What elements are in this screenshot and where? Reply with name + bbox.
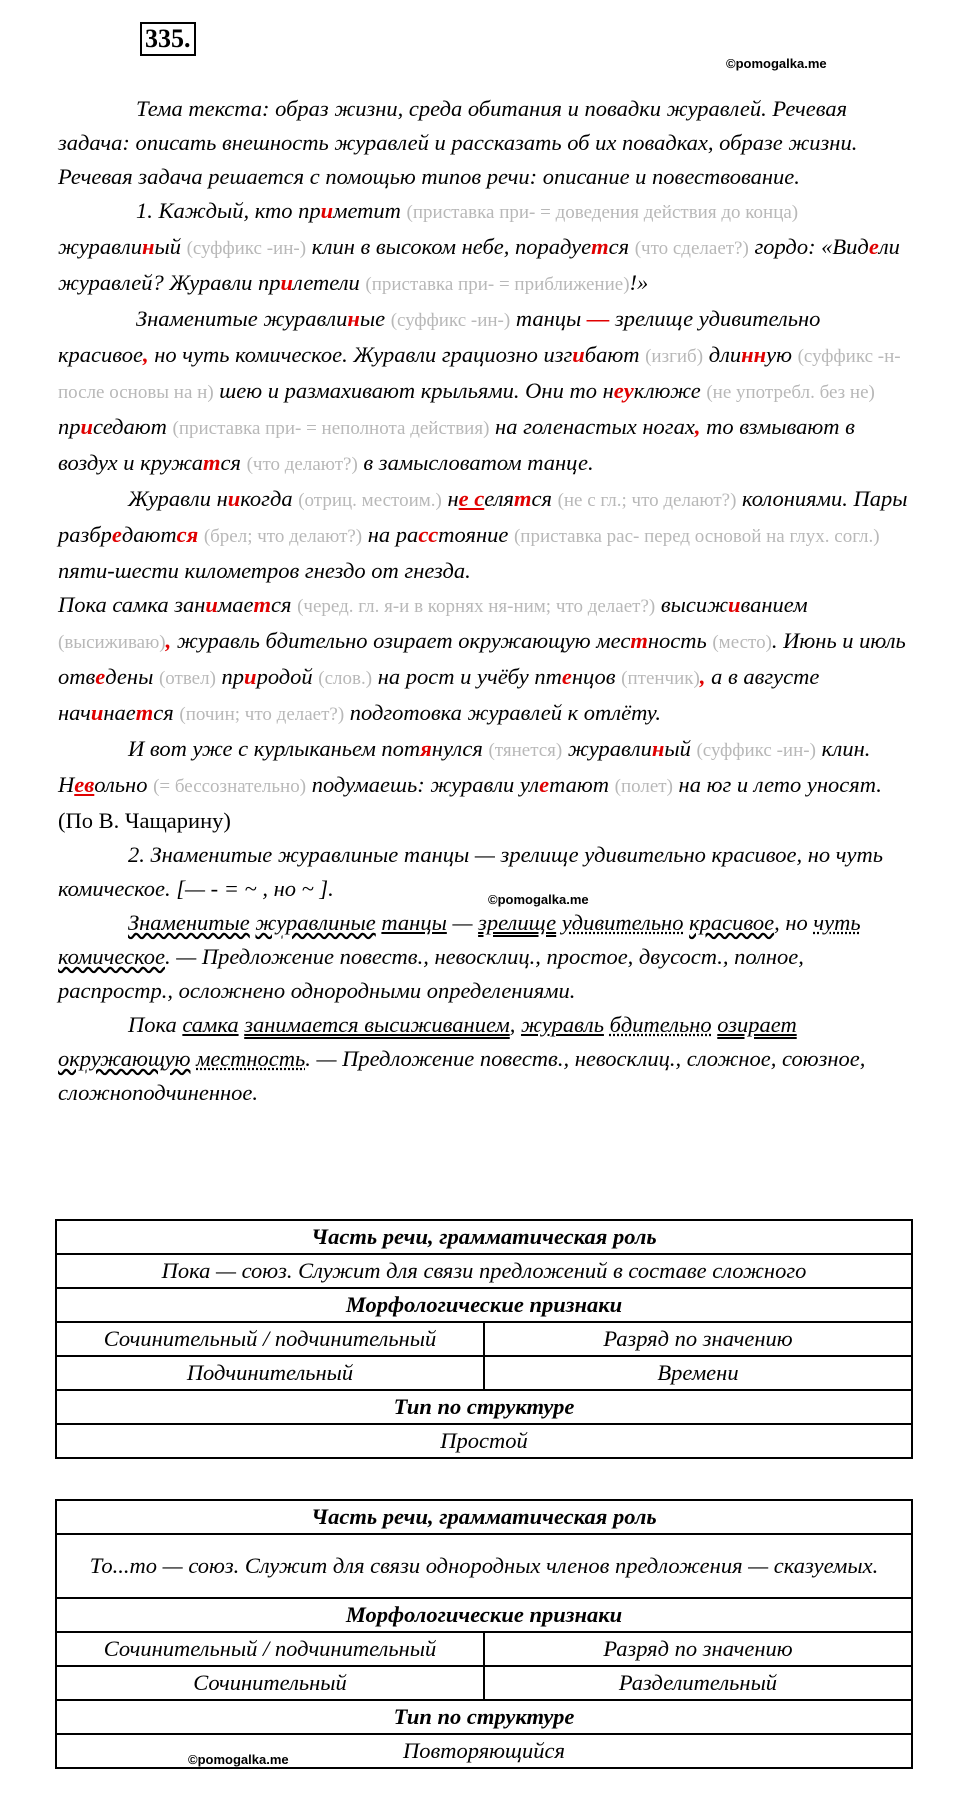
- table-heading: Тип по структуре: [56, 1700, 912, 1734]
- table-cell: Сочинительный / подчинительный: [56, 1632, 484, 1666]
- table-cell: Повторяющийся: [56, 1734, 912, 1768]
- paragraph-analysis-1: Знаменитые журавлиные танцы — зрелище удивительно красивое, но чуть комическое. — Предложение повеств., невосклиц., простое, двусост., полное, распростр., осложнено однородными определениями.: [58, 910, 861, 1003]
- exercise-number: 335.: [140, 22, 196, 56]
- table-cell: Разделительный: [484, 1666, 912, 1700]
- watermark-middle: ©pomogalka.me: [488, 892, 589, 907]
- paragraph-4: Пока самка занимается (черед. гл. я-и в корнях ня-ним; что делает?) высиживанием (высиживаю), журавль бдительно озирает окружающую местность (место). Июнь и июль отведены (отвел) природой (слов.) на рост и учёбу птенцов (птенчик), а в августе начинается (почин; что делает?) подготовка журавлей к отлёту.: [58, 592, 906, 725]
- table-cell: Разряд по значению: [484, 1322, 912, 1356]
- table-cell: Времени: [484, 1356, 912, 1390]
- paragraph-scheme: 2. Знаменитые журавлиные танцы — зрелище удивительно красивое, но чуть комическое. [— - = ~ , но ~ ].: [58, 842, 884, 901]
- paragraph-topic: Тема текста: образ жизни, среда обитания и повадки журавлей. Речевая задача: описать внешность журавлей и рассказать об их повадках, образе жизни. Речевая задача решается с помощью типов речи: описание и повествование.: [58, 96, 858, 189]
- paragraph-5: И вот уже с курлыканьем потянулся (тянется) журавлиный (суффикс -ин-) клин. Невольно (= бессознательно) подумаешь: журавли улетают (полет) на юг и лето уносят. (По В. Чащарину): [58, 736, 882, 833]
- watermark: ©pomogalka.me: [726, 56, 827, 71]
- table-heading: Морфологические признаки: [56, 1598, 912, 1632]
- analysis-table-to-to: [55, 1499, 913, 1769]
- answer-text: [58, 92, 908, 1110]
- table-heading: Тип по структуре: [56, 1390, 912, 1424]
- table-heading: Часть речи, грамматическая роль: [56, 1220, 912, 1254]
- table-cell: Простой: [56, 1424, 912, 1458]
- table-cell: Пока — союз. Служит для связи предложений в составе сложного: [56, 1254, 912, 1288]
- table-cell: Сочинительный / подчинительный: [56, 1322, 484, 1356]
- table-cell: Разряд по значению: [484, 1632, 912, 1666]
- table-heading: Морфологические признаки: [56, 1288, 912, 1322]
- paragraph-analysis-2: Пока самка занимается высиживанием, журавль бдительно озирает окружающую местность. — Предложение повеств., невосклиц., сложное, союзное, сложноподчиненное.: [58, 1012, 866, 1105]
- table-cell: Подчинительный: [56, 1356, 484, 1390]
- table-cell: Сочинительный: [56, 1666, 484, 1700]
- analysis-table-poka: [55, 1219, 913, 1459]
- paragraph-3: Журавли никогда (отриц. местоим.) не селятся (не с гл.; что делают?) колониями. Пары разбредаются (брел; что делают?) на расстояние (приставка рас- перед основой на глух. согл.) пяти-шести километров гнездо от гнезда.: [58, 486, 908, 583]
- table-heading: Часть речи, грамматическая роль: [56, 1500, 912, 1534]
- watermark-bottom: ©pomogalka.me: [188, 1752, 289, 1767]
- paragraph-1: 1. Каждый, кто приметит (приставка при- = доведения действия до конца) журавлиный (суффикс -ин-) клин в высоком небе, порадуется (что сделает?) гордо: «Видели журавлей? Журавли прилетели (приставка при- = приближение)!»: [58, 198, 900, 295]
- paragraph-2: Знаменитые журавлиные (суффикс -ин-) танцы — зрелище удивительно красивое, но чуть комическое. Журавли грациозно изгибают (изгиб) длинную (суффикс -н- после основы на н) шею и размахивают крыльями. Они то неуклюже (не употребл. без не) приседают (приставка при- = неполнота действия) на голенастых ногах, то взмывают в воздух и кружатся (что делают?) в замысловатом танце.: [58, 306, 901, 475]
- table-cell: То...то — союз. Служит для связи однородных членов предложения — сказуемых.: [56, 1534, 912, 1598]
